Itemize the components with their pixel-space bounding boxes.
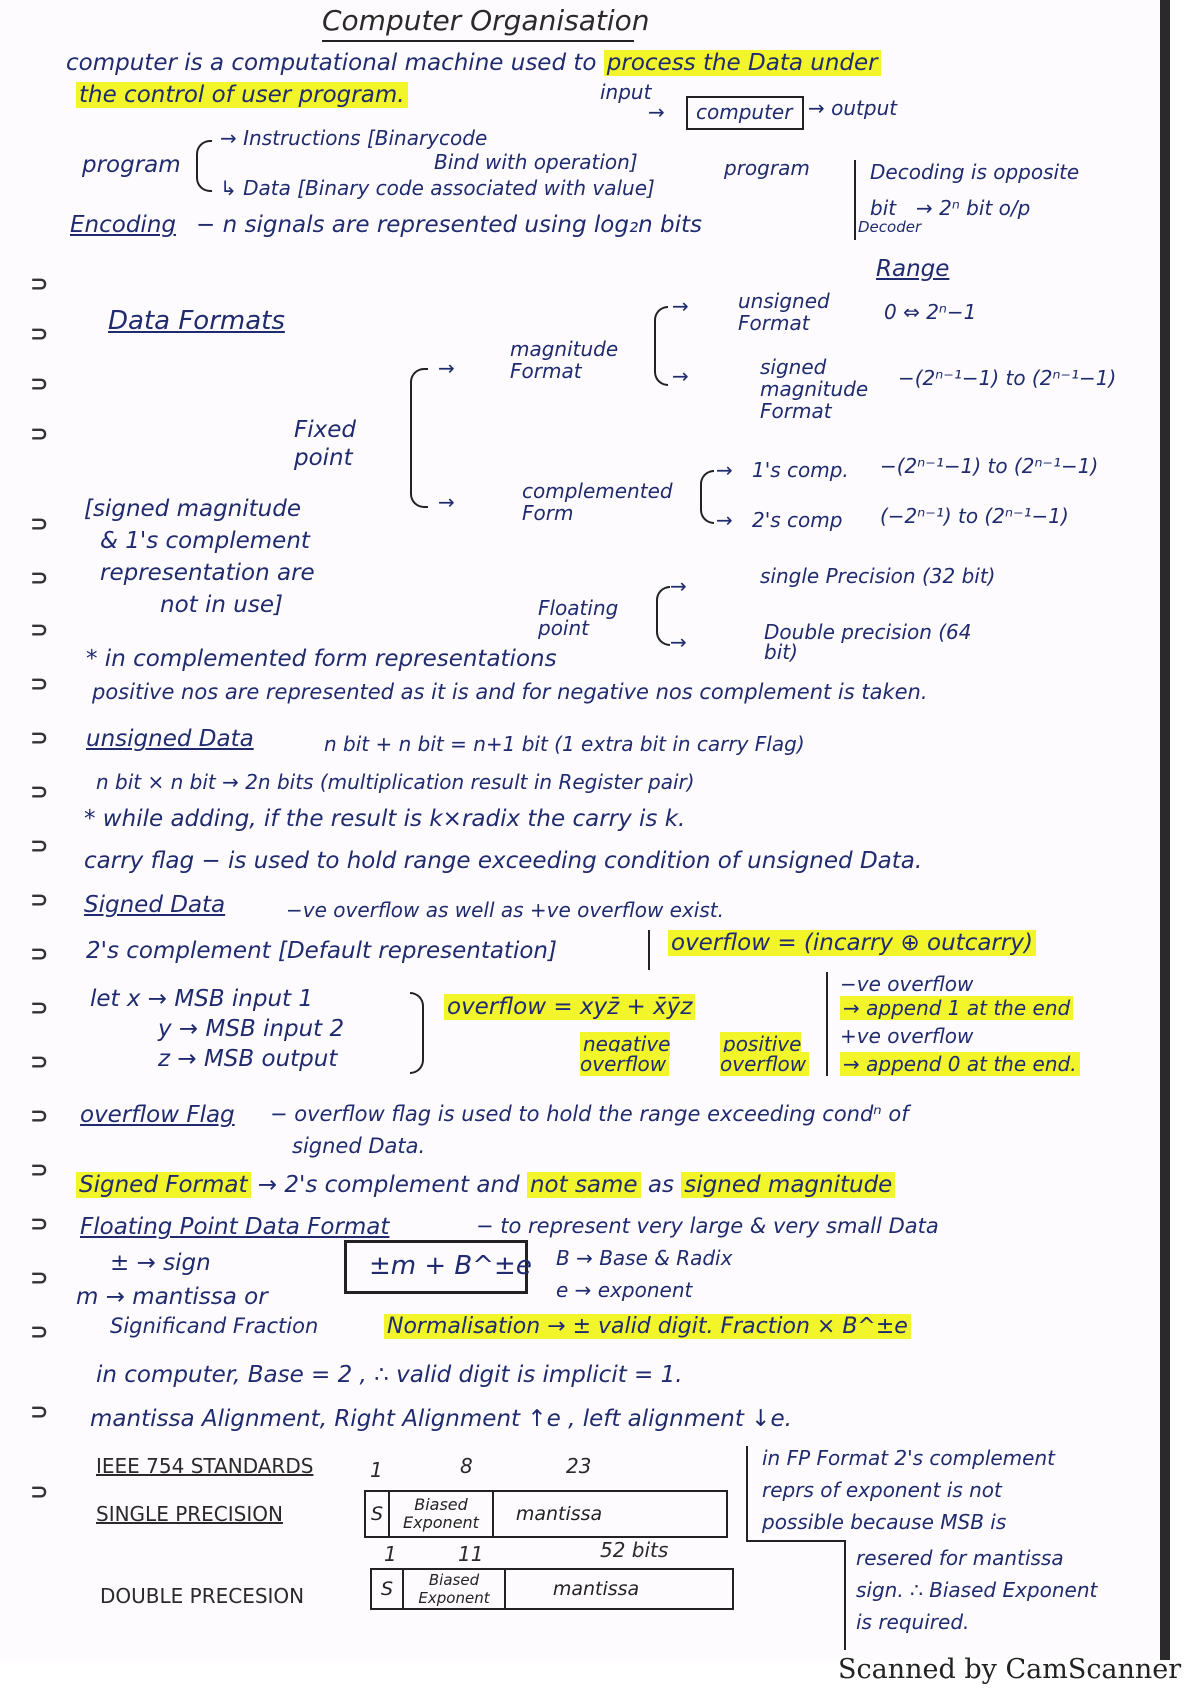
encoding-label: Encoding <box>70 212 176 238</box>
normalisation-wrap <box>384 1314 911 1339</box>
binder-ring: ⊃ <box>30 780 49 805</box>
complement-note-2: positive nos are represented as it is and for negative nos complement is taken. <box>92 680 928 704</box>
ieee-note-5: sign. ∴ Biased Exponent <box>856 1578 1098 1602</box>
signed-data-text: −ve overflow as well as +ve overflow exist. <box>286 898 724 922</box>
negative-overflow: negative overflow <box>580 1032 671 1076</box>
let-bracket <box>410 992 424 1074</box>
unsigned-mul: n bit × n bit → 2n bits (multiplication result in Register pair) <box>96 770 695 794</box>
arrow-icon: → <box>672 294 689 318</box>
note-line-3: representation are <box>100 560 315 586</box>
neg-overflow-wrap <box>580 1034 690 1074</box>
base-2-note: in computer, Base = 2 , ∴ valid digit is implicit = 1. <box>96 1362 683 1388</box>
sp-sign-cell: S <box>366 1492 390 1536</box>
overflow-hl-wrap <box>668 930 1036 956</box>
append-1-wrap <box>840 996 1073 1020</box>
pos-overflow-wrap <box>720 1034 830 1074</box>
binder-ring: ⊃ <box>30 942 49 967</box>
arrow-icon: → <box>648 100 665 124</box>
encoding-body: n signals are represented using log₂n bits <box>222 212 703 238</box>
double-precision-label: DOUBLE PRECESION <box>100 1584 305 1608</box>
binder-ring: ⊃ <box>30 672 49 697</box>
program-label: program <box>82 152 181 178</box>
unsigned-format: unsigned Format <box>738 289 830 335</box>
ieee-note-1: in FP Format 2's complement <box>762 1446 1055 1470</box>
unsigned-add: n bit + n bit = n+1 bit (1 extra bit in carry Flag) <box>324 732 805 756</box>
let-z: z → MSB output <box>158 1046 338 1072</box>
floating-sign: ± → sign <box>110 1250 211 1276</box>
binder-ring: ⊃ <box>30 422 49 447</box>
floating-significand: Significand Fraction <box>110 1314 319 1338</box>
binder-ring: ⊃ <box>30 512 49 537</box>
arrow-icon: → <box>438 356 455 380</box>
magnitude-format: magnitude Format <box>510 337 619 383</box>
fixed-point-label: Fixed point <box>294 417 356 471</box>
alignment-note: mantissa Alignment, Right Alignment ↑e , left alignment ↓e. <box>90 1406 792 1432</box>
let-y: y → MSB input 2 <box>158 1016 345 1042</box>
decoding-divider <box>854 160 856 240</box>
complement-note-1: * in complemented form representations <box>86 646 557 672</box>
ieee-note-2: reprs of exponent is not <box>762 1478 1002 1502</box>
binder-ring: ⊃ <box>30 1480 49 1505</box>
append-0-wrap <box>840 1052 1080 1076</box>
decoding-arrow-text: 2ⁿ bit o/p <box>939 196 1031 220</box>
signed-magnitude-hl: signed magnitude <box>681 1172 895 1198</box>
intro-highlight-2: the control of user program. <box>76 82 408 108</box>
overflow-flag-heading: overflow Flag <box>80 1102 235 1128</box>
overflow-formula-wrap <box>444 994 695 1020</box>
decoding-bit: bit <box>870 196 897 220</box>
twos-comp-range: (−2ⁿ⁻¹) to (2ⁿ⁻¹−1) <box>880 504 1069 528</box>
ieee-note-divider-2 <box>844 1540 846 1650</box>
twos-default: 2's complement [Default representation] <box>86 938 557 964</box>
binder-ring: ⊃ <box>30 834 49 859</box>
program-data: ↳ Data [Binary code associated with value] <box>220 176 655 200</box>
sp-bits-mant: 23 <box>566 1454 592 1478</box>
overflow-flag-text: − overflow flag is used to hold the range exceeding condⁿ of <box>270 1102 909 1126</box>
note-line-2: & 1's complement <box>100 528 310 554</box>
io-computer: computer <box>696 100 793 124</box>
intro-line-2 <box>76 82 408 108</box>
carry-flag: carry flag − is used to hold range exceeding condition of unsigned Data. <box>84 848 923 874</box>
overflow-flag-text-2: signed Data. <box>292 1134 426 1158</box>
page-title: Computer Organisation <box>322 4 650 37</box>
ones-comp: 1's comp. <box>752 458 849 482</box>
program-instructions-2: Bind with operation] <box>434 150 638 174</box>
divider <box>648 930 650 970</box>
overflow-xor-formula: overflow = (incarry ⊕ outcarry) <box>668 930 1036 956</box>
arrow-icon: → <box>716 458 733 482</box>
neg-overflow-note: −ve overflow <box>840 972 974 996</box>
range-label: Range <box>876 256 950 282</box>
signed-format-as: as <box>647 1172 674 1198</box>
program-instructions: → Instructions [Binarycode <box>220 126 488 150</box>
ieee-note-4: resered for mantissa <box>856 1546 1064 1570</box>
dp-bits-exp: 11 <box>458 1542 484 1566</box>
unsigned-range: 0 ⇔ 2ⁿ−1 <box>884 300 977 324</box>
binder-ring: ⊃ <box>30 618 49 643</box>
single-precision: single Precision (32 bit) <box>760 564 996 588</box>
floating-formula-box <box>344 1240 532 1294</box>
floating-base: B → Base & Radix <box>556 1246 733 1270</box>
floating-exp: e → exponent <box>556 1278 693 1302</box>
arrow-icon: → <box>438 490 455 514</box>
signed-format-line <box>76 1172 895 1198</box>
binder-ring: ⊃ <box>30 272 49 297</box>
ieee-note-6: is required. <box>856 1610 970 1634</box>
ieee-note-divider <box>746 1446 748 1542</box>
dp-bits-s: 1 <box>384 1542 397 1566</box>
arrow-icon: → <box>672 364 689 388</box>
floating-bracket <box>656 586 670 646</box>
single-precision-label: SINGLE PRECISION <box>96 1502 283 1526</box>
signed-format-hl: Signed Format <box>76 1172 251 1198</box>
decoder-label: Decoder <box>858 218 922 236</box>
complemented-form: complemented Form <box>522 479 673 525</box>
ieee-heading: IEEE 754 STANDARDS <box>96 1454 314 1478</box>
data-formats-heading: Data Formats <box>108 306 285 336</box>
double-precision-layout <box>370 1568 734 1610</box>
ones-comp-range: −(2ⁿ⁻¹−1) to (2ⁿ⁻¹−1) <box>880 454 1099 478</box>
signed-magnitude-range: −(2ⁿ⁻¹−1) to (2ⁿ⁻¹−1) <box>898 366 1117 390</box>
instructions-text: Instructions [Binarycode <box>243 126 488 150</box>
title-underline <box>322 40 634 42</box>
dp-bits-mant: 52 bits <box>600 1538 669 1562</box>
ieee-note-divider-h <box>746 1540 846 1542</box>
divider <box>826 972 828 1076</box>
positive-overflow: positive overflow <box>720 1032 809 1076</box>
double-precision: Double precision (64 bit) <box>764 620 972 664</box>
note-line-1: [signed magnitude <box>84 496 301 522</box>
computer-box <box>686 96 804 130</box>
signed-magnitude-format: signed magnitude Format <box>760 355 869 423</box>
binder-ring: ⊃ <box>30 322 49 347</box>
floating-text: − to represent very large & very small Data <box>476 1214 939 1238</box>
intro-line-1 <box>66 50 881 76</box>
binder-ring: ⊃ <box>30 566 49 591</box>
binder-ring: ⊃ <box>30 888 49 913</box>
io-output: output <box>831 96 898 120</box>
io-output-arrow: → output <box>808 96 898 120</box>
binder-ring: ⊃ <box>30 1158 49 1183</box>
binder-ring: ⊃ <box>30 996 49 1021</box>
arrow-icon: → <box>716 508 733 532</box>
ieee-note-3: possible because MSB is <box>762 1510 1007 1534</box>
binder-ring: ⊃ <box>30 726 49 751</box>
single-precision-layout <box>364 1490 728 1538</box>
dp-exponent-cell: Biased Exponent <box>404 1570 506 1608</box>
floating-formula: ±m + B^±e <box>369 1251 532 1281</box>
unsigned-data-heading: unsigned Data <box>86 726 254 752</box>
decoding-output: → 2ⁿ bit o/p <box>916 196 1031 220</box>
arrow-icon: → <box>670 574 687 598</box>
binder-ring: ⊃ <box>30 1104 49 1129</box>
binder-ring: ⊃ <box>30 372 49 397</box>
note-line-4: not in use] <box>160 592 283 618</box>
normalisation: Normalisation → ± valid digit. Fraction × B^±e <box>384 1314 911 1339</box>
fixed-point-bracket <box>410 368 428 508</box>
floating-heading: Floating Point Data Format <box>80 1214 390 1240</box>
sp-exponent-cell: Biased Exponent <box>390 1492 494 1536</box>
binder-ring: ⊃ <box>30 1266 49 1291</box>
dp-mantissa-cell: mantissa <box>552 1578 640 1600</box>
not-same-hl: not same <box>527 1172 641 1198</box>
pos-overflow-note: +ve overflow <box>840 1024 974 1048</box>
program-bracket <box>196 140 212 192</box>
floating-mantissa: m → mantissa or <box>76 1284 268 1310</box>
arrow-icon: → <box>670 630 687 654</box>
sp-bits-s: 1 <box>370 1458 383 1482</box>
append-0: → append 0 at the end. <box>840 1052 1080 1076</box>
sp-mantissa-cell: mantissa <box>515 1503 603 1525</box>
signed-format-mid: → 2's complement and <box>257 1172 520 1198</box>
binder-ring: ⊃ <box>30 1212 49 1237</box>
magnitude-bracket <box>654 306 668 386</box>
intro-text: computer is a computational machine used to <box>66 50 597 76</box>
decoding-text: Decoding is opposite <box>870 160 1080 184</box>
overflow-formula: overflow = xyz̄ + x̄ȳz <box>444 994 695 1020</box>
floating-point-label: Floating point <box>538 596 619 640</box>
complemented-bracket <box>700 470 714 524</box>
twos-comp: 2's comp <box>752 508 843 532</box>
io-input: input <box>600 80 652 104</box>
signed-data-heading: Signed Data <box>84 892 226 918</box>
intro-highlight: process the Data under <box>604 50 881 76</box>
scanner-watermark: Scanned by CamScanner <box>838 1654 1182 1685</box>
binder-ring: ⊃ <box>30 1320 49 1345</box>
append-1: → append 1 at the end <box>840 996 1073 1020</box>
encoding-text: − n signals are represented using log₂n bits <box>196 212 703 238</box>
binder-ring: ⊃ <box>30 1400 49 1425</box>
program-word: program <box>724 156 810 180</box>
data-text: Data [Binary code associated with value] <box>243 176 655 200</box>
sp-bits-exp: 8 <box>460 1454 473 1478</box>
let-x: let x → MSB input 1 <box>90 986 314 1012</box>
binder-ring: ⊃ <box>30 1050 49 1075</box>
dp-sign-cell: S <box>372 1570 404 1608</box>
unsigned-adding: * while adding, if the result is k×radix the carry is k. <box>84 806 686 832</box>
